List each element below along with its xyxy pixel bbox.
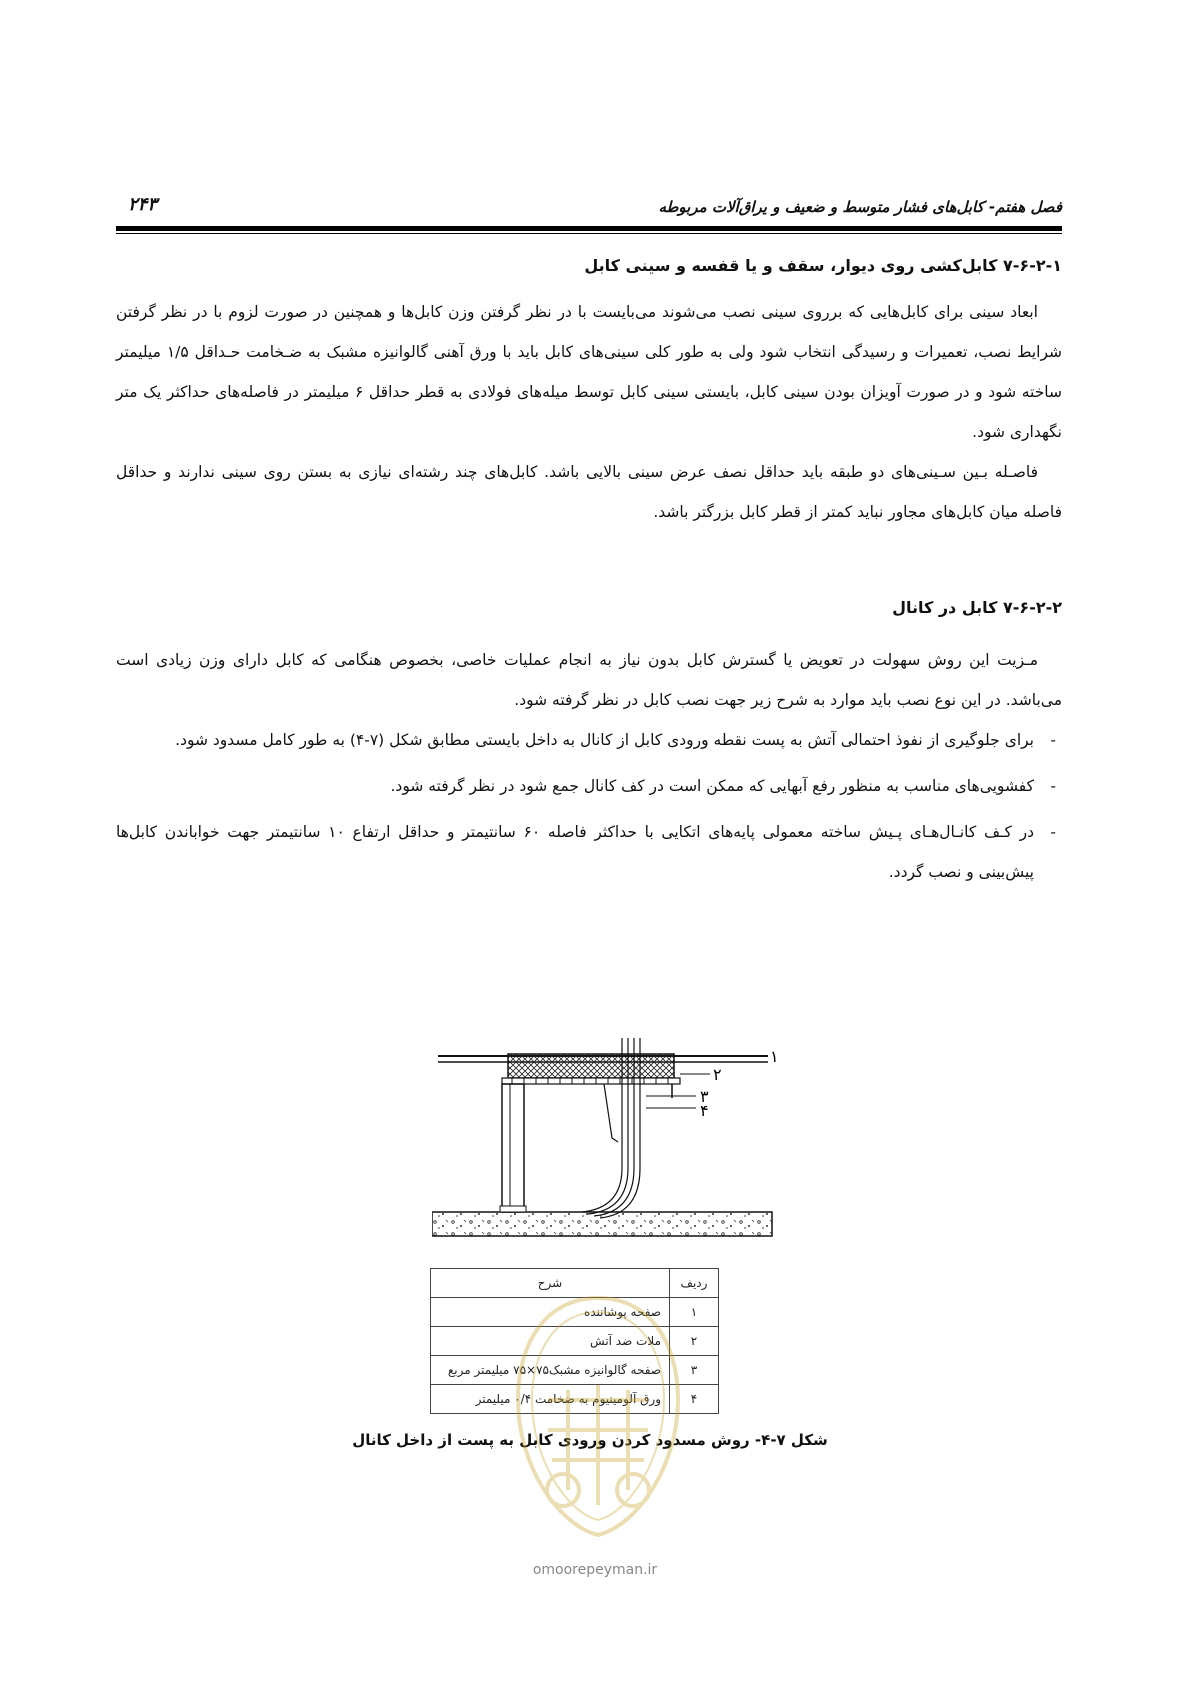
column-header-description: شرح <box>431 1269 670 1298</box>
chapter-title: فصل هفتم- کابل‌های فشار متوسط و ضعیف و یراق‌آلات مربوطه <box>658 198 1062 216</box>
header-rule <box>116 226 1062 231</box>
bullet-marker: - <box>1050 823 1056 841</box>
section-heading-2: ۷-۶-۲-۲ کابل در کانال <box>892 598 1062 617</box>
concrete-floor <box>432 1212 772 1236</box>
paragraph: فاصـله بـین سـینی‌های دو طبقه باید حداقل نصف عرض سینی بالایی باشد. کابل‌های چند رشته‌ای نیازی به بستن روی سینی ندارند و حداقل فاصله میان کابل‌های مجاور نباید کمتر از قطر کابل بزرگتر باشد. <box>116 463 1062 521</box>
callout-2: ۲ <box>713 1065 722 1084</box>
table-row: ۴ ورق آلومینیوم به ضخامت ۰/۴ میلیمتر <box>431 1385 719 1414</box>
mesh-plate <box>502 1078 680 1084</box>
watermark-url: omoorepeyman.ir <box>532 1562 658 1578</box>
column-header-row-number: ردیف <box>670 1269 719 1298</box>
callout-3: ۳ <box>700 1087 709 1106</box>
table-row: ۱ صفحه پوشاننده <box>431 1298 719 1327</box>
page-number: ۲۴۳ <box>128 194 158 215</box>
callout-1: ۱ <box>770 1047 779 1066</box>
section-1-body <box>116 292 1062 532</box>
table-header-row <box>431 1269 719 1298</box>
cable-entry-sealing-diagram <box>432 1038 792 1238</box>
paragraph: مـزیت این روش سهولت در تعویض یا گسترش کابل بدون نیاز به انجام عملیات خاصی، بخصوص هنگامی که کابل دارای وزن زیادی است می‌باشد. در این نوع نصب باید موارد به شرح زیر جهت نصب کابل در نظر گرفته شود. <box>116 651 1062 709</box>
table-row: ۲ ملات ضد آتش <box>431 1327 719 1356</box>
list-item: - برای جلوگیری از نفوذ احتمالی آتش به پست نقطه ورودی کابل از کانال به داخل بایستی مطابق شکل (۷-۴) به طور کامل مسدود شود. <box>116 720 1062 760</box>
figure-legend-table <box>430 1268 719 1414</box>
section-heading-1: ۷-۶-۲-۱ کابل‌کشی روی دیوار، سقف و یا قفسه و سینی کابل <box>584 256 1062 275</box>
list-item: - در کـف کانـال‌هـای پـیش ساخته معمولی پایه‌های اتکایی با حداکثر فاصله ۶۰ سانتیمتر و حداقل ارتفاع ۱۰ سانتیمتر جهت خواباندن کابل‌ها پیش‌بینی و نصب گردد. <box>116 812 1062 892</box>
section-2-body <box>116 640 1062 720</box>
page-header <box>116 194 1062 224</box>
paragraph: ابعاد سینی برای کابل‌هایی که برروی سینی نصب می‌شوند می‌بایست با در نظر گرفتن وزن کابل‌ها و همچنین در صورت لزوم با در نظر گرفتن شرایط نصب، تعمیرات و رسیدگی انتخاب شود ولی به طور کلی سینی‌های کابل باید با ورق آهنی گالوانیزه مشبک به ضـخامت حـداقل ۱/۵ میلیمتر ساخته شود و در صورت آویزان بودن سینی کابل، بایستی سینی کابل توسط میله‌های فولادی به قطر حداقل ۶ میلیمتر در فاصله‌های حداکثر یک متر نگهداری شود. <box>116 303 1063 441</box>
table-row: ۳ صفحه گالوانیزه مشبک۷۵×۷۵ میلیمتر مربع <box>431 1356 719 1385</box>
fire-mortar <box>508 1054 674 1078</box>
list-item: - کفشویی‌های مناسب به منظور رفع آبهایی که ممکن است در کف کانال جمع شود در نظر گرفته شود. <box>116 766 1062 806</box>
callout-4: ۴ <box>700 1101 709 1120</box>
header-rule-thin <box>116 233 1062 234</box>
figure-caption: شکل ۷-۴- روش مسدود کردن ورودی کابل به پست از داخل کانال <box>352 1431 828 1449</box>
bullet-marker: - <box>1050 777 1056 795</box>
requirements-list <box>116 720 1062 898</box>
bullet-marker: - <box>1050 731 1056 749</box>
